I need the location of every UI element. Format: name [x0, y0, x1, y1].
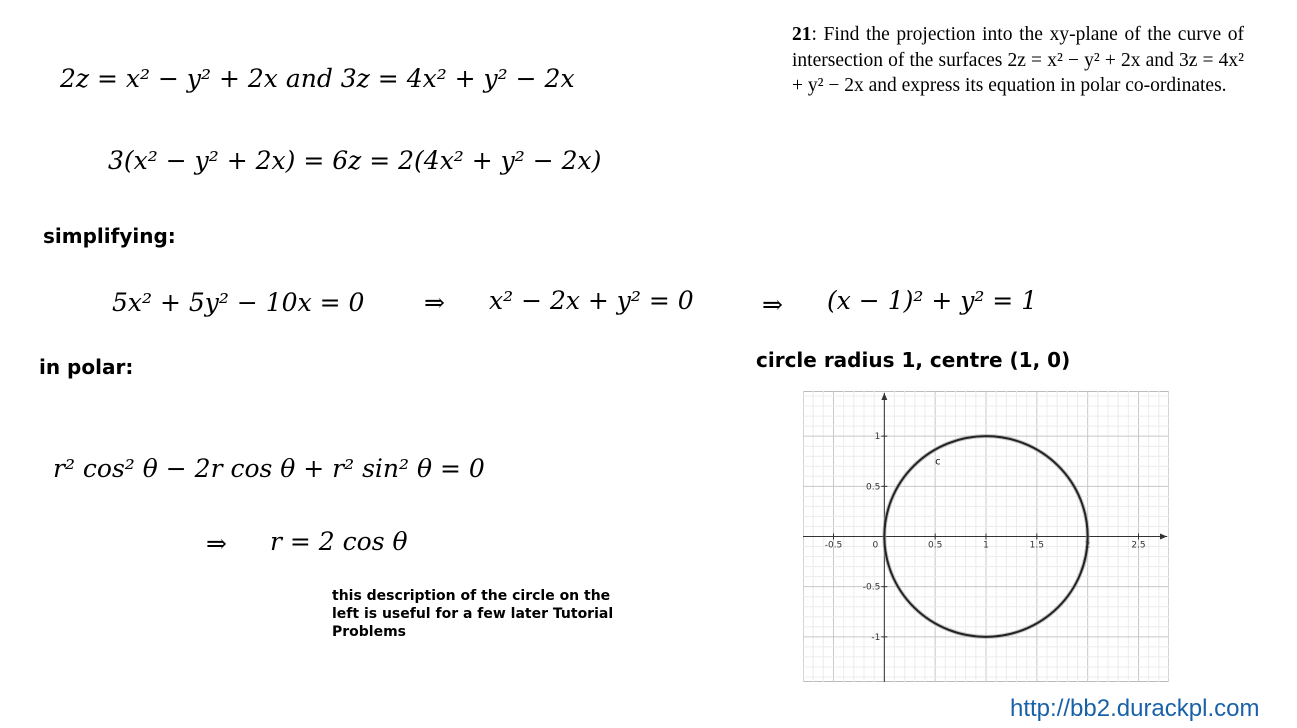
simplifying-label: simplifying: [43, 224, 176, 248]
y-tick-label: 1 [874, 432, 881, 443]
simplify-step-2: x² − 2x + y² = 0 [489, 286, 694, 315]
circle-description: circle radius 1, centre (1, 0) [756, 348, 1071, 372]
y-tick-label: -0.5 [862, 582, 881, 593]
x-tick-label: 1 [983, 540, 989, 551]
in-polar-label: in polar: [39, 355, 134, 379]
problem-number: 21 [792, 24, 812, 45]
simplify-step-3: (x − 1)² + y² = 1 [827, 286, 1038, 315]
problem-statement [792, 22, 1244, 99]
tutorial-note: this description of the circle on the left is useful for a few later Tutorial Problems [332, 588, 614, 640]
x-tick-label: 0 [872, 540, 879, 551]
implies-arrow-3: ⇒ [206, 529, 227, 558]
x-tick-label: 2 [1084, 540, 1091, 551]
polar-equation-2: r = 2 cos θ [270, 527, 408, 556]
circle-graph [803, 391, 1169, 682]
implies-arrow-1: ⇒ [424, 288, 445, 317]
surfaces-equation: 2z = x² − y² + 2x and 3z = 4x² + y² − 2x [60, 64, 575, 93]
implies-arrow-2: ⇒ [762, 290, 783, 319]
combined-equation: 3(x² − y² + 2x) = 6z = 2(4x² + y² − 2x) [108, 146, 602, 175]
problem-text: : Find the projection into the xy-plane of the curve of intersection of the surfaces 2z = x² − y² + 2x and 3z = 4x² + y² − 2x and express its equation in polar co-ordinates. [792, 24, 1244, 96]
y-tick-label: -1 [871, 632, 881, 643]
x-tick-label: 2.5 [1131, 540, 1146, 551]
polar-equation-1: r² cos² θ − 2r cos θ + r² sin² θ = 0 [53, 454, 485, 483]
x-tick-label: 0.5 [928, 540, 943, 551]
simplify-step-1: 5x² + 5y² − 10x = 0 [112, 288, 365, 317]
source-url[interactable]: http://bb2.durackpl.com [1010, 695, 1260, 722]
x-tick-label: -0.5 [824, 540, 843, 551]
x-tick-label: 1.5 [1029, 540, 1044, 551]
curve-label: c [935, 456, 941, 468]
y-tick-label: 0.5 [866, 482, 881, 493]
